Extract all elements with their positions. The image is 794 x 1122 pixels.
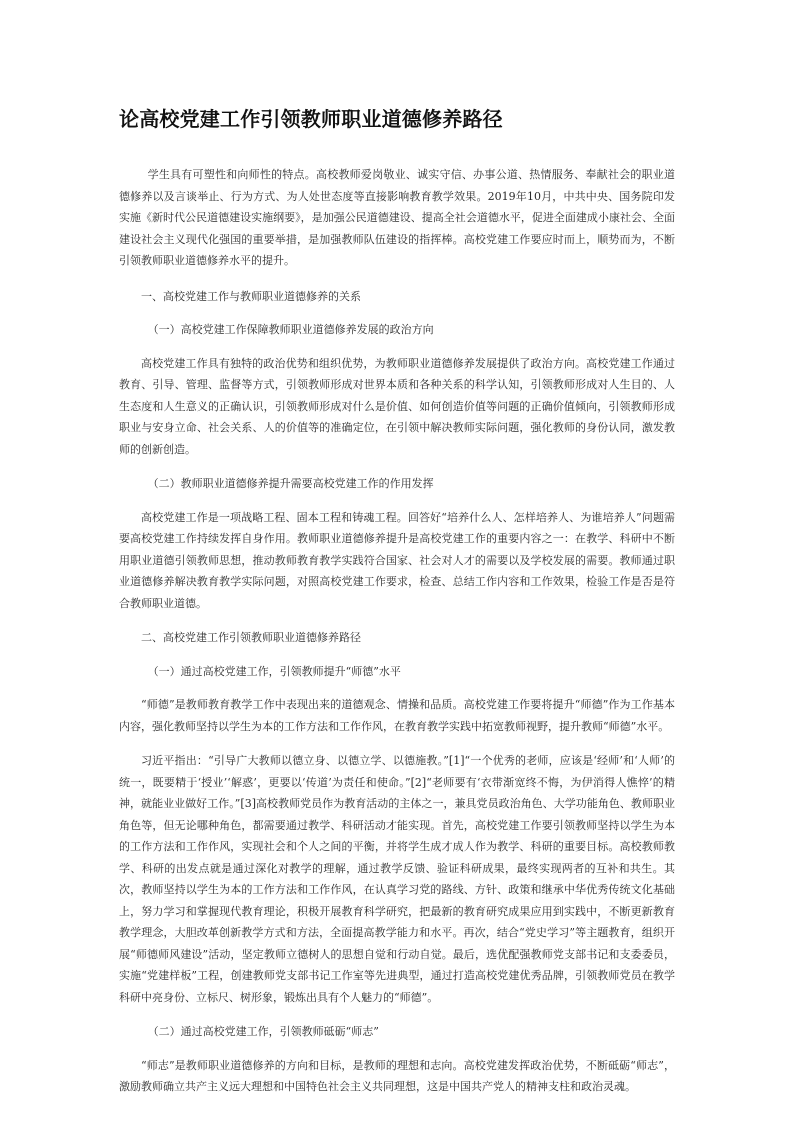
subsection-heading-2-1: （一）通过高校党建工作，引领教师提升“师德”水平 — [147, 664, 401, 678]
section-heading-2: 二、高校党建工作引领教师职业道德修养路径 — [141, 631, 361, 644]
document-title: 论高校党建工作引领教师职业道德修养路径 — [119, 107, 503, 131]
subsection-heading-1-2: （二）教师职业道德修养提升需要高校党建工作的作用发挥 — [147, 477, 434, 490]
section-heading-1: 一、高校党建工作与教师职业道德修养的关系 — [141, 289, 361, 303]
body-paragraph: “师德”是教师教育教学工作中表现出来的道德观念、情操和品质。高校党建工作要将提升“师德”作为工作基本内容，强化教师坚持以学生为本的工作方法和工作作风，在教育教学实践中拓宽教师视野，提升教师“师德”水平。 — [119, 698, 675, 733]
subsection-heading-1-1: （一）高校党建工作保障教师职业道德修养发展的政治方向 — [147, 323, 434, 336]
body-paragraph: 高校党建工作是一项战略工程、固本工程和铸魂工程。回答好“培养什么人、怎样培养人、为谁培养人”问题需要高校党建工作持续发挥自身作用。教师职业道德修养提升是高校党建工作的重要内容之一：在教学、科研中不断用职业道德引领教师思想，推动教师教育教学实践符合国家、社会对人才的需要以及学校发展的需要。教师通过职业道德修养解决教育教学实际问题，对照高校党建工作要求，检查、总结工作内容和工作效果，检验工作是否是符合教师职业道德。 — [119, 510, 675, 610]
body-paragraph: 习近平指出：“引导广大教师以德立身、以德立学、以德施教。”[1]“一个优秀的老师，应该是‘经师’和‘人师’的统一，既要精于‘授业’‘解惑’，更要以‘传道’为责任和使命。”[2]“老师要有‘衣带渐宽终不悔，为伊消得人憔悴’的精神，就能业业做好工作。”[3]高校教师党员作为教育活动的主体之一，兼具党员政治角色、大学功能角色、教师职业角色等，但无论哪种角色，都需要通过教学、科研活动才能实现。首先，高校党建工作要引领教师坚持以学生为本的工作方法和工作作风，实现社会和个人之间的平衡，并将学生成才成人作为教学、科研的重要目标。高校教师教学、科研的出发点就是通过深化对教学的理解，通过教学反馈、验证科研成果，最终实现两者的互补和共生。其次，教师坚持以学生为本的工作方法和工作作风，在认真学习党的路线、方针、政策和继承中华优秀传统文化基础上，努力学习和掌握现代教育理论，积极开展教育科学研究，把最新的教育研究成果应用到实践中，不断更新教育教学理念，大胆改革创新教学方式和方法，全面提高教学能力和水平。再次，结合“党史学习”等主题教育，组织开展“师德师风建设”活动，坚定教师立德树人的思想自觉和行动自觉。最后，选优配强教师党支部书记和支委委员，实施“党建样板”工程，创建教师党支部书记工作室等先进典型，通过打造高校党建优秀品牌，引领教师党员在教学科研中亮身份、立标尺、树形象，锻炼出具有个人魅力的“师德”。 — [119, 754, 675, 1004]
intro-paragraph: 学生具有可塑性和向师性的特点。高校教师爱岗敬业、诚实守信、办事公道、热情服务、奉献社会的职业道德修养以及言谈举止、行为方式、为人处世态度等直接影响教育教学效果。2019年10月，中共中央、国务院印发实施《新时代公民道德建设实施纲要》，是加强公民道德建设、提高全社会道德水平，促进全面建成小康社会、全面建设社会主义现代化强国的重要举措，是加强教师队伍建设的指挥棒。高校党建工作要应时而上，顺势而为，不断引领教师职业道德修养水平的提升。 — [119, 168, 675, 267]
body-paragraph: 高校党建工作具有独特的政治优势和组织优势，为教师职业道德修养发展提供了政治方向。高校党建工作通过教育、引导、管理、监督等方式，引领教师形成对世界本质和各种关系的科学认知，引领教师形成对人生目的、人生态度和人生意义的正确认识，引领教师形成对什么是价值、如何创造价值等问题的正确价值倾向，引领教师形成职业与安身立命、社会关系、人的价值等的准确定位，在引领中解决教师实际问题，强化教师的身份认同，激发教师的创新创造。 — [119, 356, 675, 456]
body-paragraph: “师志”是教师职业道德修养的方向和目标，是教师的理想和志向。高校党建发挥政治优势，不断砥砺“师志”，激励教师确立共产主义远大理想和中国特色社会主义共同理想，这是中国共产党人的精神支柱和政治灵魂。 — [119, 1058, 675, 1093]
subsection-heading-2-2: （二）通过高校党建工作，引领教师砥砺“师志” — [147, 1025, 379, 1038]
